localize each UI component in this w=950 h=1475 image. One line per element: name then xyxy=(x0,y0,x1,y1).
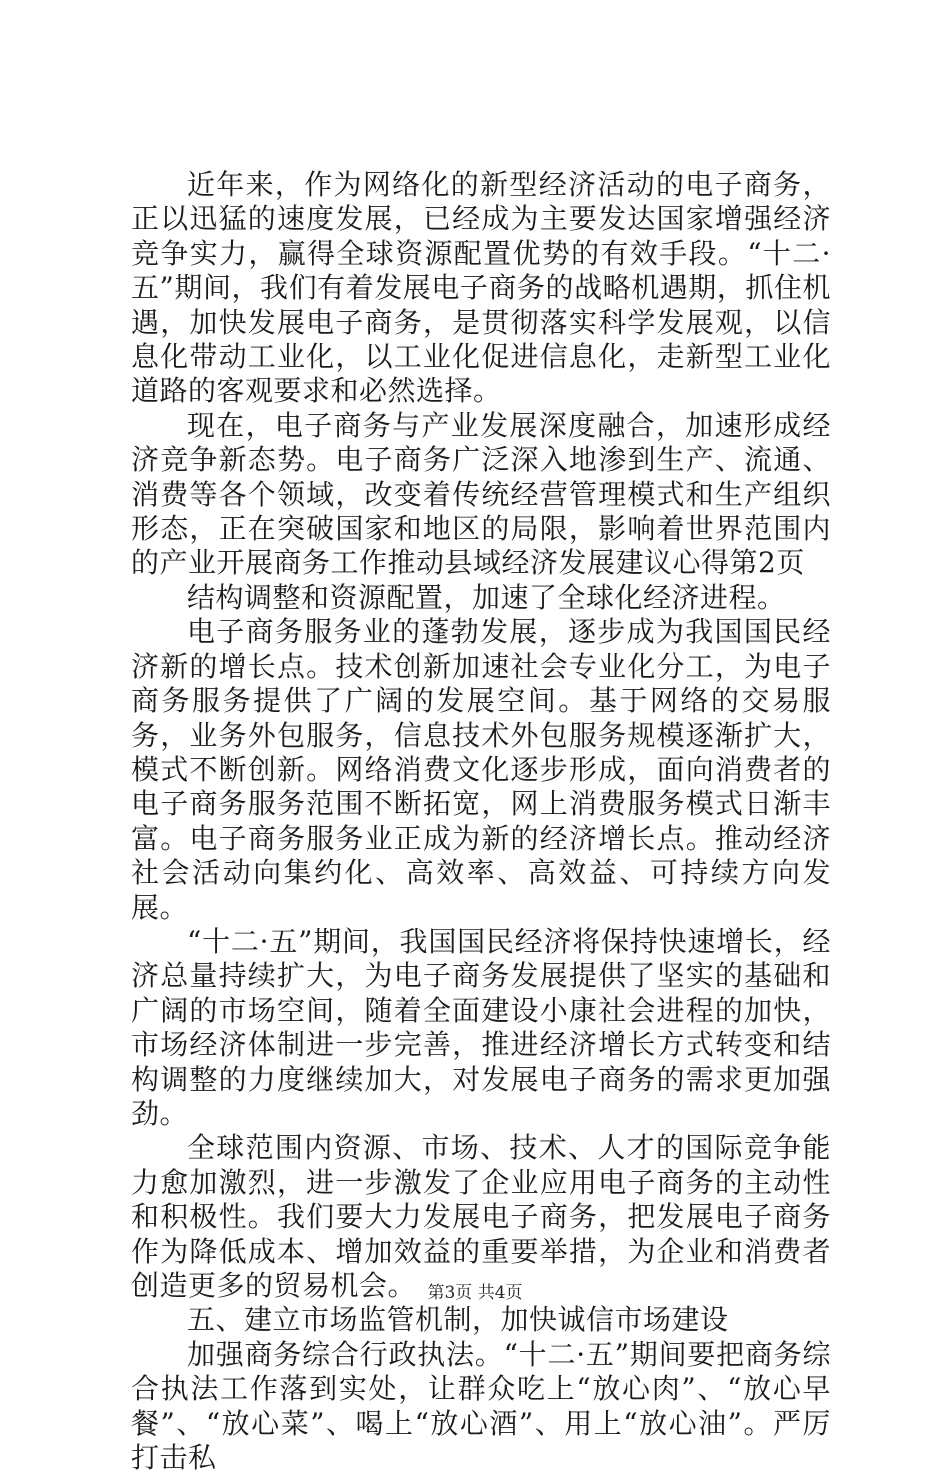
page-number-footer: 第3页 共4页 xyxy=(427,1283,523,1303)
paragraph-5: “十二·五”期间，我国国民经济将保持快速增长，经济总量持续扩大，为电子商务发展提供了坚实的基础和广阔的市场空间，随着全面建设小康社会进程的加快，市场经济体制进一步完善，推进经济增长方式转变和结构调整的力度继续加大，对发展电子商务的需求更加强劲。 xyxy=(131,924,831,1130)
paragraph-3: 结构调整和资源配置，加速了全球化经济进程。 xyxy=(187,580,786,614)
paragraph-8: 加强商务综合行政执法。“十二·五”期间要把商务综合执法工作落到实处，让群众吃上“放心肉”、“放心早餐”、“放心菜”、喝上“放心酒”、用上“放心油”。严厉打击私 xyxy=(131,1337,831,1475)
paragraph-6: 全球范围内资源、市场、技术、人才的国际竞争能力愈加激烈，进一步激发了企业应用电子商务的主动性和积极性。我们要大力发展电子商务，把发展电子商务作为降低成本、增加效益的重要举措，为企业和消费者创造更多的贸易机会。 xyxy=(131,1131,831,1302)
paragraph-1: 近年来，作为网络化的新型经济活动的电子商务，正以迅猛的速度发展，已经成为主要发达国家增强经济竞争实力，赢得全球资源配置优势的有效手段。“十二·五”期间，我们有着发展电子商务的战略机遇期，抓住机遇，加快发展电子商务，是贯彻落实科学发展观，以信息化带动工业化，以工业化促进信息化，走新型工业化道路的客观要求和必然选择。 xyxy=(131,168,831,408)
section-heading-5: 五、建立市场监管机制，加快诚信市场建设 xyxy=(187,1303,729,1337)
paragraph-2: 现在，电子商务与产业发展深度融合，加速形成经济竞争新态势。电子商务广泛深入地渗到生产、流通、消费等各个领域，改变着传统经营管理模式和生产组织形态，正在突破国家和地区的局限，影响着世界范围内的产业开展商务工作推动县域经济发展建议心得第2页 xyxy=(131,408,831,580)
paragraph-4: 电子商务服务业的蓬勃发展，逐步成为我国国民经济新的增长点。技术创新加速社会专业化分工，为电子商务服务提供了广阔的发展空间。基于网络的交易服务，业务外包服务，信息技术外包服务规模逐渐扩大，模式不断创新。网络消费文化逐步形成，面向消费者的电子商务服务范围不断拓宽，网上消费服务模式日渐丰富。电子商务服务业正成为新的经济增长点。推动经济社会活动向集约化、高效率、高效益、可持续方向发展。 xyxy=(131,615,831,924)
